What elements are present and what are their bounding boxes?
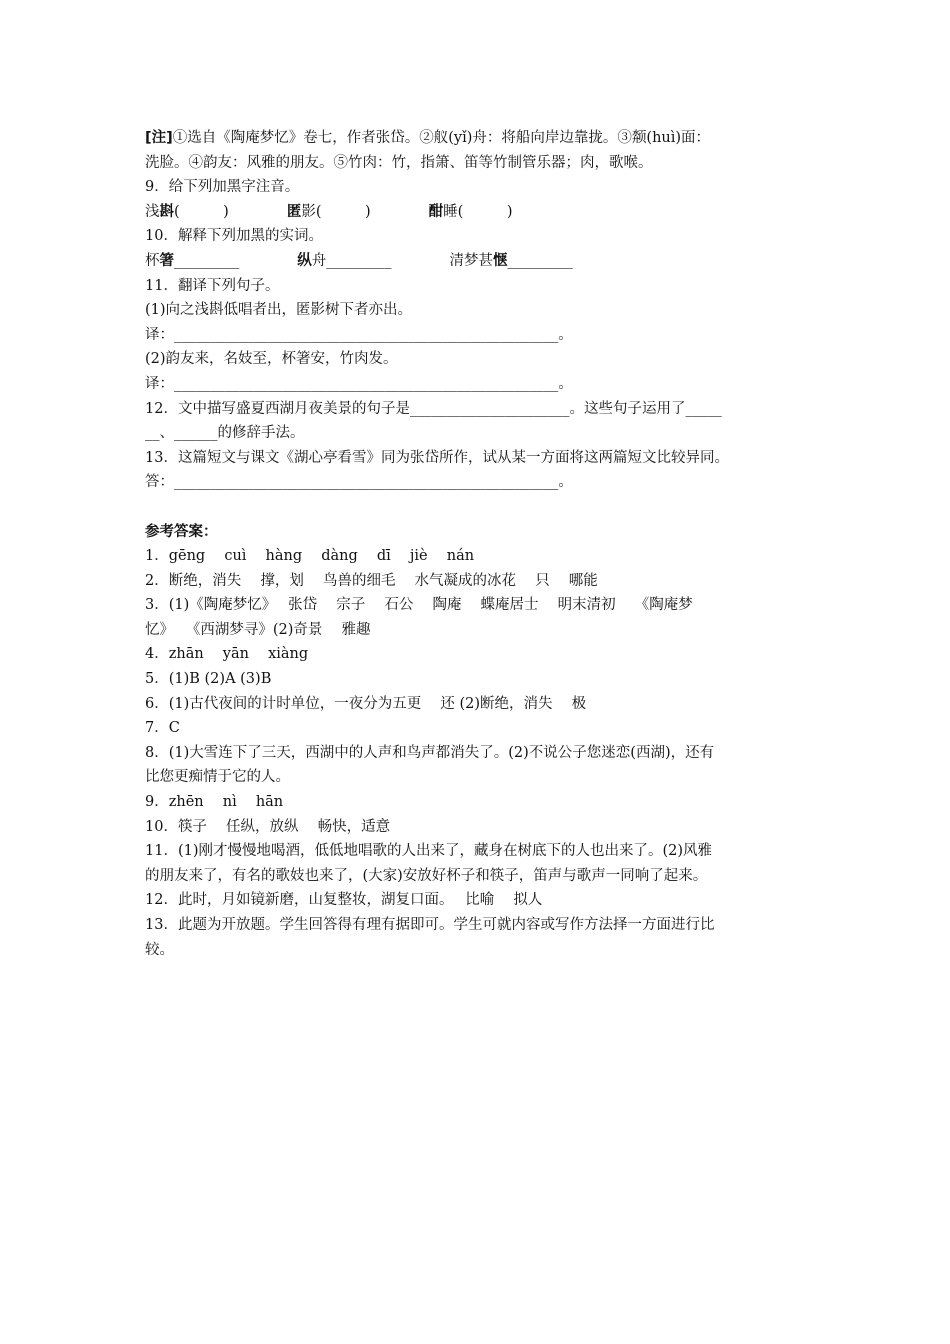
answer-line: 12．此时，月如镜新磨，山复整妆，湖复口面。 比喻 拟人 — [145, 892, 543, 909]
question-11-sentence-1: (1)向之浅斟低唱者出，匿影树下者亦出。 — [145, 302, 413, 319]
answer-line: 5．(1)B (2)A (3)B — [145, 671, 272, 688]
q10-item1-bold: 箸 — [159, 252, 174, 269]
q9-item3-bold: 酣 — [428, 203, 444, 220]
answer-line: 2．断绝，消失 撑，划 鸟兽的细毛 水气凝成的冰花 只 哪能 — [145, 572, 598, 589]
question-12-line-1: 12．文中描写盛夏西湖月夜美景的句子是______________________。这些句子运用了_____ — [145, 400, 722, 417]
answer-line: 13．此题为开放题。学生回答得有理有据即可。学生可就内容或写作方法择一方面进行比 — [145, 917, 715, 933]
q9-item1-bold: 斟 — [159, 203, 174, 220]
question-11-prompt: 11．翻译下列句子。 — [145, 277, 280, 294]
question-13-line-2: 答：_____________________________________________________。 — [145, 474, 573, 491]
answer-line: 比您更痴情于它的人。 — [145, 769, 290, 786]
answer-line: 较。 — [145, 941, 174, 958]
question-11-sentence-2: (2)韵友来，名妓至，杯箸安，竹肉发。 — [145, 351, 398, 368]
q10-item1-pre: 杯 — [145, 252, 160, 269]
document-page — [145, 126, 815, 962]
answer-line: 10．筷子 任纵，放纵 畅快，适意 — [145, 818, 391, 835]
answers-heading: 参考答案： — [145, 523, 218, 540]
q10-item2-bold: 纵 — [297, 252, 312, 269]
q9-item2-bold: 匿 — [286, 203, 302, 220]
answer-line: 8．(1)大雪连下了三天，西湖中的人声和鸟声都消失了。(2)不说公子您迷恋(西湖)，还有 — [145, 744, 715, 761]
answer-line: 11．(1)刚才慢慢地喝酒，低低地唱歌的人出来了，藏身在树底下的人也出来了。(2)风雅 — [145, 843, 713, 860]
section-gap — [145, 495, 815, 520]
question-9-items — [145, 200, 815, 225]
q9-item2-post: 影( ) — [301, 203, 429, 220]
question-9-prompt: 9．给下列加黑字注音。 — [145, 179, 300, 196]
answer-line: 的朋友来了，有名的歌妓也来了，(大家)安放好杯子和筷子，笛声与歌声一同响了起来。 — [145, 867, 708, 884]
answer-line: 6．(1)古代夜间的计时单位，一夜分为五更 还 (2)断绝，消失 极 — [145, 695, 587, 712]
answer-line: 3．(1)《陶庵梦忆》 张岱 宗子 石公 陶庵 蝶庵居士 明末清初 《陶庵梦 — [145, 597, 693, 614]
question-11-answer-2: 译：_____________________________________________________。 — [145, 375, 573, 392]
note-text-1: ①选自《陶庵梦忆》卷七，作者张岱。②舣(yǐ)舟：将船向岸边靠拢。③颒(huì)面： — [172, 130, 711, 146]
note-line-2: 洗脸。④韵友：风雅的朋友。⑤竹肉：竹，指箫、笛等竹制管乐器；肉，歌喉。 — [145, 154, 653, 171]
question-11-answer-1: 译：_____________________________________________________。 — [145, 326, 573, 343]
q9-item3-post: 睡( ) — [443, 203, 513, 220]
answer-line: 7．C — [145, 720, 180, 737]
question-12-line-2: __、______的修辞手法。 — [145, 425, 305, 442]
answer-line: 忆》 《西湖梦寻》(2)奇景 雅趣 — [145, 621, 371, 638]
answer-line: 9．zhēn nì hān — [145, 794, 284, 811]
q9-item1-post: ( ) — [174, 203, 287, 220]
q10-item2-post: 舟_________ 清梦甚 — [311, 252, 493, 269]
note-label: [注] — [145, 130, 173, 146]
note-line-1 — [145, 126, 815, 151]
q10-item3-post: _________ — [507, 252, 573, 269]
answer-line: 1．gēng cuì hàng dàng dī jiè nán — [145, 548, 475, 565]
question-10-prompt: 10．解释下列加黑的实词。 — [145, 228, 323, 245]
question-10-items — [145, 249, 815, 274]
question-13-line-1: 13．这篇短文与课文《湖心亭看雪》同为张岱所作，试从某一方面将这两篇短文比较异同。 — [145, 449, 729, 466]
answers-list — [145, 544, 815, 962]
q9-item1-pre: 浅 — [145, 203, 160, 220]
answer-line: 4．zhān yān xiàng — [145, 646, 309, 663]
q10-item3-bold: 惬 — [493, 252, 508, 269]
q10-item1-post: _________ — [174, 252, 298, 269]
